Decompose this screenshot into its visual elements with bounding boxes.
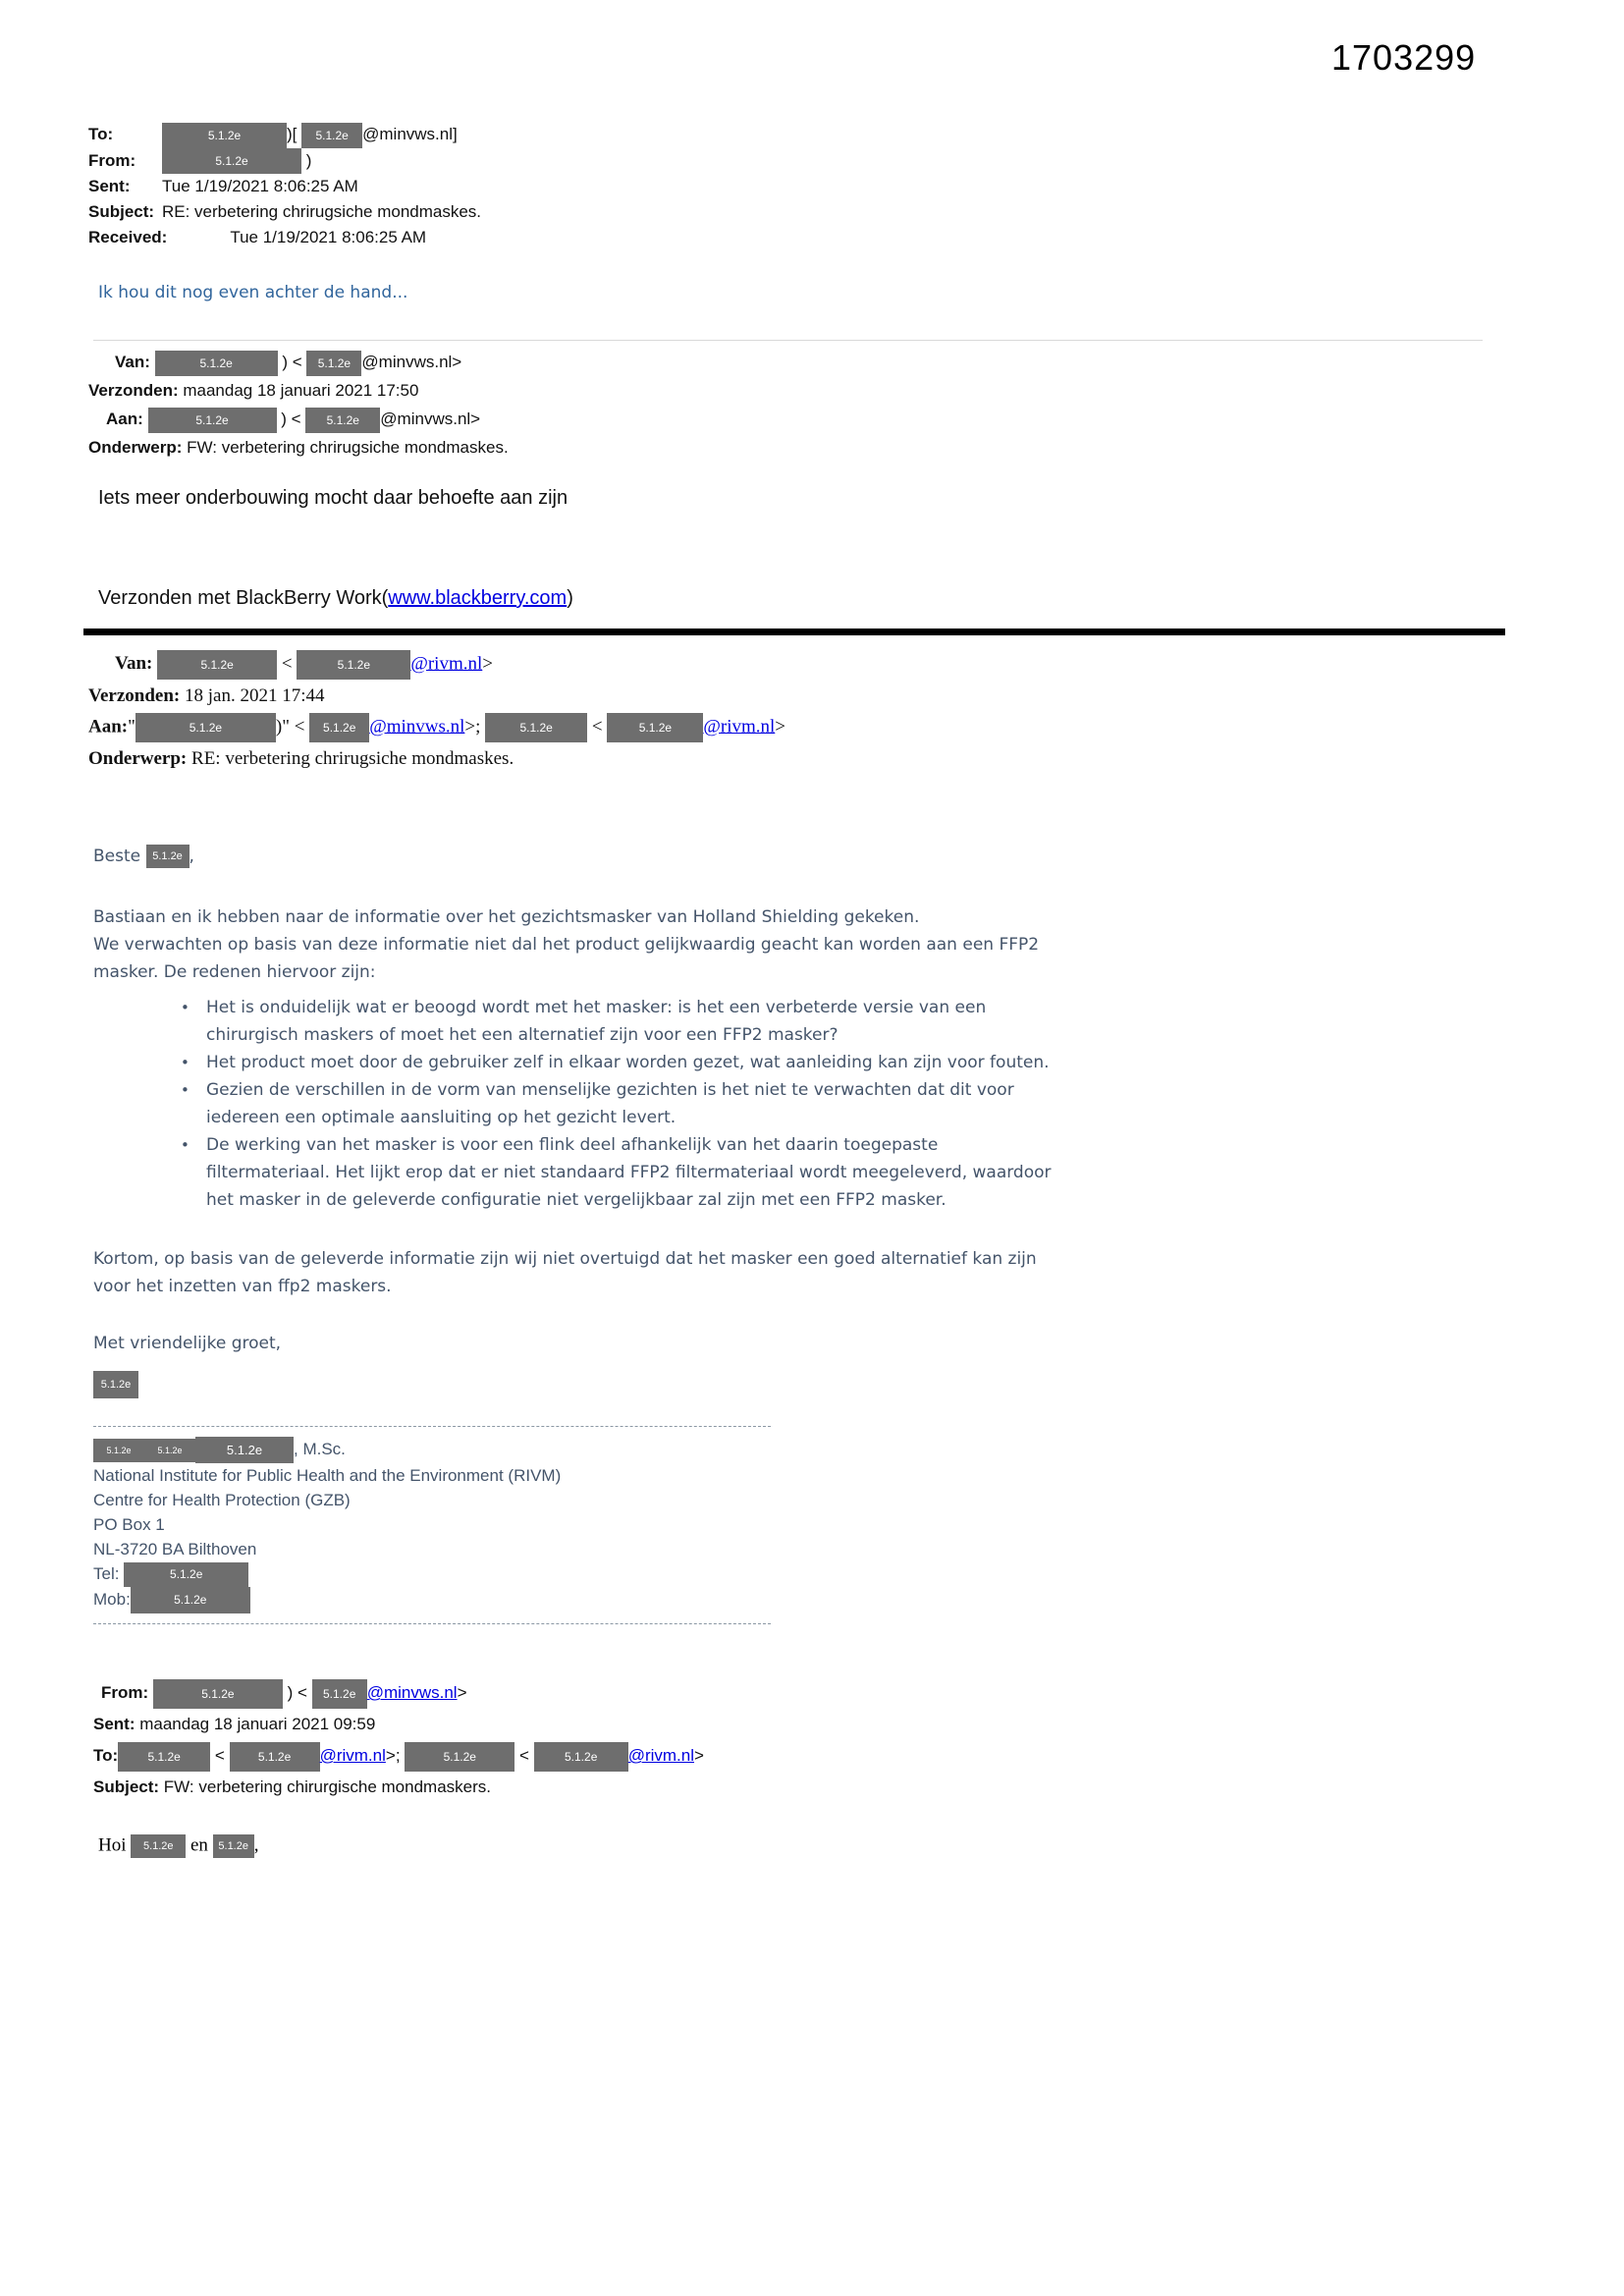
onderwerp-label: Onderwerp: [88, 748, 188, 769]
greeting-mid: en [190, 1834, 208, 1856]
from-close: > [457, 1683, 467, 1702]
greeting-line [93, 843, 1507, 870]
redaction-box: 5.1.2e [157, 650, 277, 680]
thin-divider [93, 340, 1483, 341]
van-label: Van: [115, 353, 150, 371]
list-item [206, 1131, 1507, 1214]
paragraph-line: We verwachten op basis van deze informatie niet dal het product gelijkwaardig geacht kan worden aan een FFP2 [93, 935, 1040, 955]
van-domain: @minvws.nl> [361, 353, 462, 371]
bullet-line: • De werking van het masker is voor een flink deel afhankelijk van het daarin toegepaste [206, 1135, 939, 1155]
header-row-aan [88, 713, 785, 742]
greeting-comma: , [253, 1834, 259, 1856]
subject-value: RE: verbetering chrirugsiche mondmaskes. [162, 202, 482, 222]
subject-label: Subject: [88, 202, 155, 222]
bullet-line: • Het is onduidelijk wat er beoogd wordt met het masker: is het een verbeterde versie van een [206, 998, 987, 1017]
redaction-box: 5.1.2e [195, 1437, 294, 1463]
rivm-email-link[interactable]: @rivm.nl [410, 653, 483, 675]
email3-body [93, 843, 1507, 1398]
email4-greeting [98, 1834, 258, 1858]
bullet-line: het masker in de geleverde configuratie niet vergelijkbaar zal zijn met een FFP2 masker. [206, 1190, 947, 1210]
van-separator: < [281, 653, 293, 675]
received-value: Tue 1/19/2021 8:06:25 AM [230, 228, 427, 247]
email2-message: Iets meer onderbouwing mocht daar behoefte aan zijn [98, 487, 568, 509]
redaction-box: 5.1.2e [309, 713, 369, 742]
redaction-box: 5.1.2e [93, 1439, 144, 1462]
van-label: Van: [115, 653, 153, 675]
to-separator-2: < [519, 1746, 529, 1765]
redaction-box: 5.1.2e [162, 148, 301, 174]
list-item [206, 1049, 1507, 1076]
aan-label: Aan: [106, 410, 143, 428]
greeting-comma: , [189, 847, 194, 866]
header-row-sent [93, 1709, 704, 1740]
bullet-line: • Het product moet door de gebruiker zelf in elkaar worden gezet, wat aanleiding kan zijn voor fouten. [206, 1053, 1050, 1072]
signature-mob [93, 1587, 771, 1613]
paragraph-line: Bastiaan en ik hebben naar de informatie over het gezichtsmasker van Holland Shielding gekeken. [93, 907, 920, 927]
redaction-box: 5.1.2e [155, 351, 278, 376]
to-label: To: [93, 1746, 119, 1765]
header-row-received [88, 225, 481, 250]
bullet-line: chirurgisch maskers of moet het een alternatief zijn voor een FFP2 masker? [206, 1025, 839, 1045]
onderwerp-value: RE: verbetering chrirugsiche mondmaskes. [191, 748, 514, 769]
header-row-van [88, 348, 509, 376]
name-suffix: , M.Sc. [294, 1440, 346, 1458]
redaction-box: 5.1.2e [153, 1679, 283, 1709]
paragraph-line: masker. De redenen hiervoor zijn: [93, 962, 376, 982]
bullet-line: filtermateriaal. Het lijkt erop dat er niet standaard FFP2 filtermateriaal wordt meegeleverd, waardoor [206, 1163, 1052, 1182]
minvws-email-link[interactable]: @minvws.nl [369, 716, 465, 738]
list-item [206, 994, 1507, 1049]
redaction-box: 5.1.2e [607, 713, 703, 742]
bullet-line: iedereen een optimale aansluiting op het gezicht levert. [206, 1108, 677, 1127]
to-close-1: >; [385, 1746, 401, 1765]
subject-label: Subject: [93, 1777, 160, 1796]
sent-value: maandag 18 januari 2021 09:59 [139, 1715, 376, 1733]
paragraph-line: voor het inzetten van ffp2 maskers. [93, 1277, 392, 1296]
to-close-2: > [694, 1746, 704, 1765]
redaction-box: 5.1.2e [162, 123, 287, 148]
signature-pobox: PO Box 1 [93, 1515, 165, 1535]
redaction-box: 5.1.2e [297, 650, 410, 680]
redaction-box: 5.1.2e [485, 713, 587, 742]
redaction-box: 5.1.2e [135, 713, 276, 742]
minvws-email-link[interactable]: @minvws.nl [366, 1683, 458, 1702]
van-separator: ) < [282, 353, 302, 371]
from-separator: ) [305, 150, 312, 170]
redaction-box: 5.1.2e [144, 1439, 195, 1462]
van-close: > [482, 653, 493, 675]
onderwerp-value: FW: verbetering chrirugsiche mondmaskes. [187, 438, 509, 457]
redaction-box: 5.1.2e [148, 408, 277, 433]
header-row-subject [93, 1772, 704, 1803]
to-separator-1: < [214, 1746, 225, 1765]
paragraph-line: Kortom, op basis van de geleverde informatie zijn wij niet overtuigd dat het masker een goed alternatief kan zijn [93, 1249, 1037, 1269]
redaction-box: 5.1.2e [213, 1834, 254, 1858]
signature-dept: Centre for Health Protection (GZB) [93, 1491, 351, 1510]
rivm-email-link[interactable]: @rivm.nl [319, 1746, 386, 1765]
sent-label: Sent: [93, 1715, 135, 1733]
verzonden-value: 18 jan. 2021 17:44 [185, 685, 325, 706]
to-label: To: [88, 125, 114, 143]
rivm-email-link[interactable]: @rivm.nl [703, 716, 776, 738]
email1-note: Ik hou dit nog even achter de hand... [98, 283, 408, 302]
sent-label: Sent: [88, 177, 131, 196]
redaction-box: 5.1.2e [131, 1834, 186, 1858]
rivm-email-link[interactable]: @rivm.nl [627, 1746, 694, 1765]
redaction-box: 5.1.2e [306, 351, 361, 376]
dashed-divider [93, 1426, 771, 1427]
signature-name-line [93, 1437, 771, 1463]
dashed-divider [93, 1623, 771, 1624]
aan-quote: " [128, 716, 135, 738]
header-row-van [88, 650, 785, 680]
reasons-list [93, 994, 1507, 1214]
header-row-aan [88, 405, 509, 433]
sent-value: Tue 1/19/2021 8:06:25 AM [162, 177, 358, 196]
signature-city: NL-3720 BA Bilthoven [93, 1540, 257, 1559]
email3-header [88, 650, 785, 776]
redaction-box: 5.1.2e [405, 1742, 514, 1772]
verzonden-value: maandag 18 januari 2021 17:50 [183, 381, 419, 400]
header-row-verzonden [88, 685, 785, 707]
paragraph-1 [93, 903, 1507, 986]
verzonden-label: Verzonden: [88, 685, 181, 706]
redaction-box: 5.1.2e [93, 1371, 138, 1398]
header-row-from [88, 148, 481, 175]
subject-value: FW: verbetering chirurgische mondmaskers. [163, 1777, 491, 1796]
verzonden-label: Verzonden: [88, 381, 179, 400]
signature-tel [93, 1561, 771, 1587]
sent-with-text: Verzonden met BlackBerry Work( [98, 587, 389, 609]
aan-separator: ) < [281, 410, 301, 428]
mob-label: Mob: [93, 1590, 131, 1610]
email2-footer [98, 587, 573, 610]
redaction-box: 5.1.2e [305, 408, 380, 433]
redaction-box: 5.1.2e [534, 1742, 628, 1772]
header-row-sent [88, 174, 481, 199]
received-label: Received: [88, 228, 168, 247]
header-row-subject [88, 199, 481, 225]
from-label: From: [101, 1683, 149, 1702]
sent-with-close: ) [567, 587, 573, 609]
aan-close-1: >; [464, 716, 481, 738]
thick-divider [83, 629, 1505, 635]
greeting-text: Beste [93, 847, 141, 866]
redaction-box: 5.1.2e [312, 1679, 367, 1709]
redaction-box: 5.1.2e [301, 123, 362, 148]
redaction-box: 5.1.2e [230, 1742, 320, 1772]
signature-org: National Institute for Public Health and the Environment (RIVM) [93, 1466, 562, 1486]
header-row-to [93, 1740, 704, 1772]
redaction-box: 5.1.2e [124, 1562, 248, 1587]
from-label: From: [88, 150, 136, 170]
closing-line: Met vriendelijke groet, [93, 1334, 282, 1353]
to-separator: )[ [287, 125, 298, 143]
email1-header [88, 122, 481, 250]
redaction-box: 5.1.2e [118, 1742, 210, 1772]
greeting-text: Hoi [98, 1834, 127, 1856]
header-row-onderwerp [88, 748, 785, 770]
sender-redaction-line [93, 1371, 1507, 1398]
aan-separator-2: < [591, 716, 603, 738]
aan-domain: @minvws.nl> [380, 410, 481, 428]
onderwerp-label: Onderwerp: [88, 438, 183, 457]
header-row-to [88, 122, 481, 148]
email4-header [93, 1677, 704, 1803]
signature-block [93, 1426, 771, 1624]
header-row-onderwerp [88, 433, 509, 462]
aan-label: Aan: [88, 716, 129, 738]
blackberry-link[interactable]: www.blackberry.com [388, 587, 568, 609]
redaction-box: 5.1.2e [131, 1587, 250, 1613]
document-number: 1703299 [1331, 37, 1477, 78]
from-separator: ) < [287, 1683, 307, 1702]
bullet-line: • Gezien de verschillen in de vorm van menselijke gezichten is het niet te verwachten dat dit voor [206, 1080, 1014, 1100]
aan-separator-1: )" < [275, 716, 305, 738]
paragraph-2 [93, 1245, 1507, 1300]
to-domain: @minvws.nl] [362, 125, 458, 143]
header-row-verzonden [88, 376, 509, 405]
list-item [206, 1076, 1507, 1131]
tel-label: Tel: [93, 1564, 120, 1584]
email2-header [88, 348, 509, 462]
header-row-from [93, 1677, 704, 1709]
redaction-box: 5.1.2e [146, 845, 189, 868]
aan-close-2: > [775, 716, 786, 738]
